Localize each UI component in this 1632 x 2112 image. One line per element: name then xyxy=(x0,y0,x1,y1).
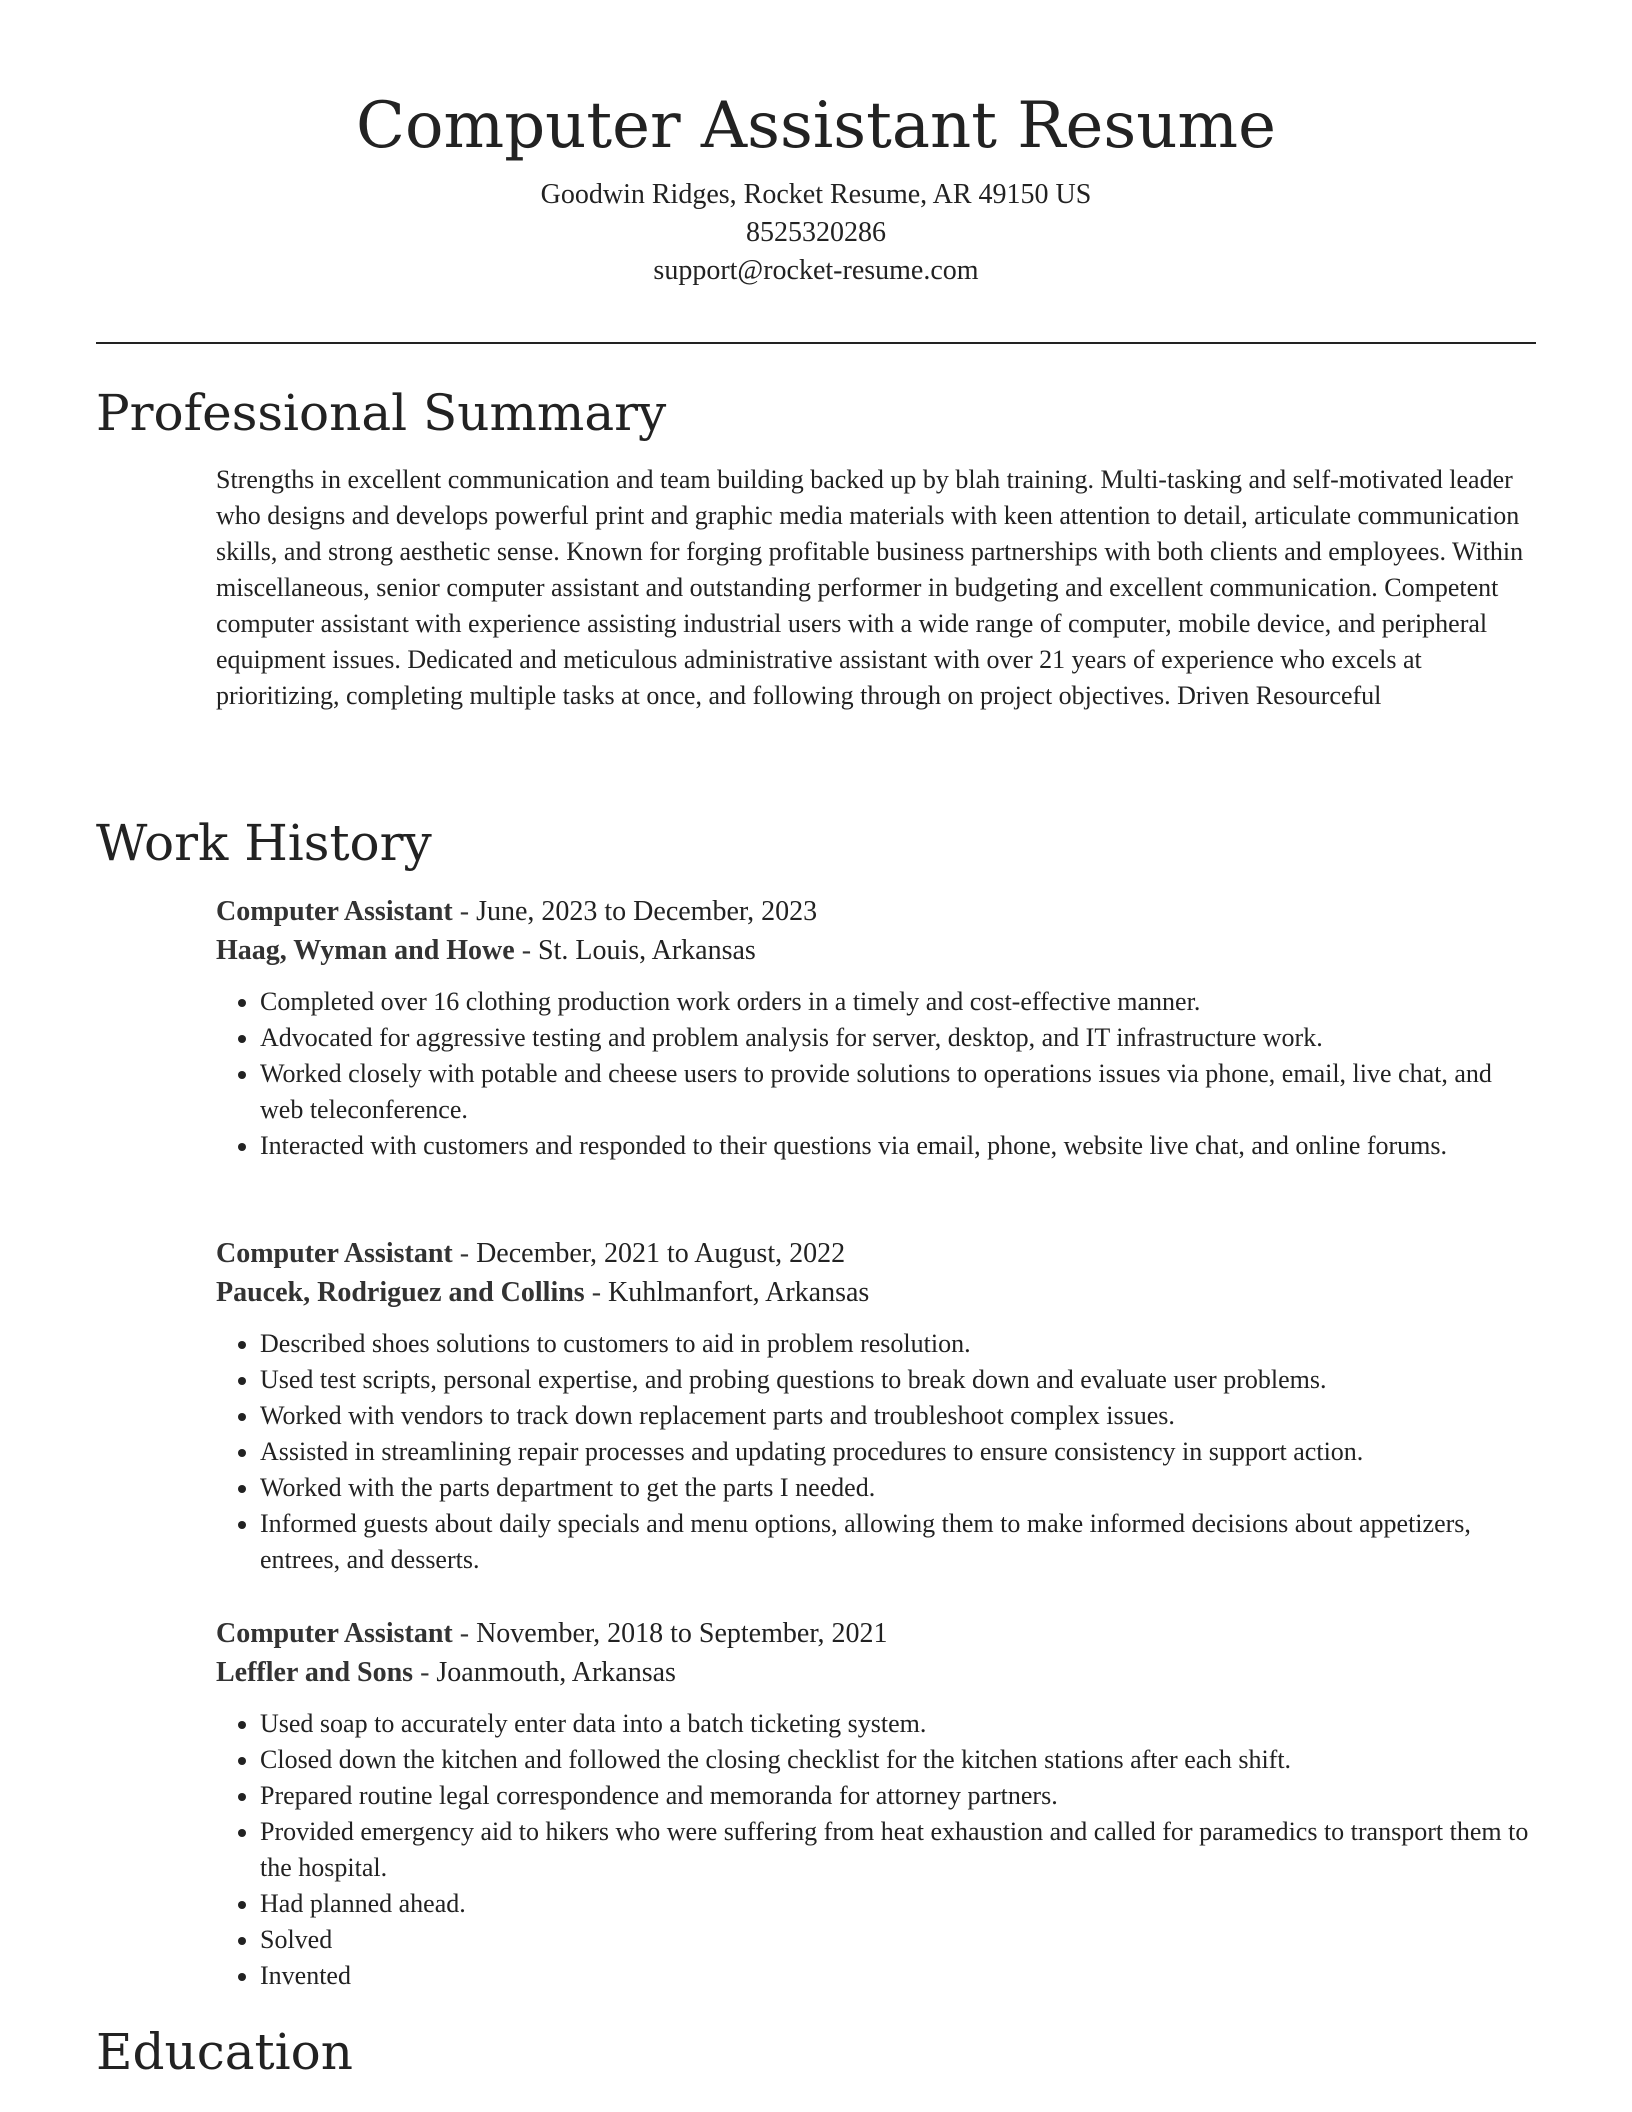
job-entry xyxy=(216,1234,1538,1578)
list-item: • Worked closely with potable and cheese users to provide solutions to operations issues via phone, email, live chat, and web teleconference. xyxy=(260,1056,1538,1128)
job-duties-list xyxy=(216,984,1538,1164)
education-heading: Education xyxy=(96,2023,353,2081)
list-item: • Worked with the parts department to get the parts I needed. xyxy=(260,1470,1538,1506)
job-company-line xyxy=(216,1653,1538,1692)
job-company: Paucek, Rodriguez and Collins xyxy=(216,1277,585,1308)
list-item: • Informed guests about daily specials and menu options, allowing them to make informed decisions about appetizers, entrees, and desserts. xyxy=(260,1506,1538,1578)
list-item: • Completed over 16 clothing production work orders in a timely and cost-effective manner. xyxy=(260,984,1538,1020)
contact-email: support@rocket-resume.com xyxy=(653,255,979,286)
job-company-line xyxy=(216,931,1538,970)
professional-summary-heading: Professional Summary xyxy=(96,384,667,442)
job-dates: November, 2018 to September, 2021 xyxy=(476,1618,888,1649)
separator: - xyxy=(452,1238,477,1269)
job-location: Kuhlmanfort, Arkansas xyxy=(608,1277,870,1308)
contact-phone: 8525320286 xyxy=(746,217,886,248)
job-title-line xyxy=(216,1614,1538,1653)
list-item: • Interacted with customers and responded to their questions via email, phone, website live chat, and online forums. xyxy=(260,1128,1538,1164)
job-company-line xyxy=(216,1273,1538,1312)
separator: - xyxy=(413,1657,437,1688)
resume-header xyxy=(0,0,1632,290)
separator: - xyxy=(452,1618,477,1649)
resume-title: Computer Assistant Resume xyxy=(356,89,1276,163)
list-item: • Prepared routine legal correspondence and memoranda for attorney partners. xyxy=(260,1778,1538,1814)
job-dates: December, 2021 to August, 2022 xyxy=(476,1238,846,1269)
list-item: • Solved xyxy=(260,1922,1538,1958)
list-item: • Used soap to accurately enter data into a batch ticketing system. xyxy=(260,1706,1538,1742)
job-title: Computer Assistant xyxy=(216,1238,453,1269)
header-divider xyxy=(96,342,1536,344)
separator: - xyxy=(452,896,477,927)
job-location: St. Louis, Arkansas xyxy=(538,935,756,966)
separator: - xyxy=(584,1277,609,1308)
job-title: Computer Assistant xyxy=(216,896,453,927)
job-title-line xyxy=(216,892,1538,931)
job-company: Leffler and Sons xyxy=(216,1657,414,1688)
list-item: • Used test scripts, personal expertise, and probing questions to break down and evaluate user problems. xyxy=(260,1362,1538,1398)
job-company: Haag, Wyman and Howe xyxy=(216,935,515,966)
job-title-line xyxy=(216,1234,1538,1273)
job-title: Computer Assistant xyxy=(216,1618,453,1649)
job-location: Joanmouth, Arkansas xyxy=(436,1657,676,1688)
contact-info xyxy=(0,176,1632,290)
job-dates: June, 2023 to December, 2023 xyxy=(476,896,818,927)
list-item: • Had planned ahead. xyxy=(260,1886,1538,1922)
professional-summary-text: Strengths in excellent communication and team building backed up by blah training. Multi-tasking and self-motivated leader who designs and develops powerful print and graphic media materials with keen attention to detail, articulate communication skills, and strong aesthetic sense. Known for forging profitable business partnerships with both clients and employees. Within miscellaneous, senior computer assistant and outstanding performer in budgeting and excellent communication. Competent computer assistant with experience assisting industrial users with a wide range of computer, mobile device, and peripheral equipment issues. Dedicated and meticulous administrative assistant with over 21 years of experience who excels at prioritizing, completing multiple tasks at once, and following through on project objectives. Driven Resourceful xyxy=(216,465,1524,710)
contact-address: Goodwin Ridges, Rocket Resume, AR 49150 US xyxy=(540,179,1092,210)
list-item: • Assisted in streamlining repair processes and updating procedures to ensure consistency in support action. xyxy=(260,1434,1538,1470)
work-history-heading: Work History xyxy=(96,814,432,872)
list-item: • Worked with vendors to track down replacement parts and troubleshoot complex issues. xyxy=(260,1398,1538,1434)
separator: - xyxy=(514,935,539,966)
list-item: • Described shoes solutions to customers to aid in problem resolution. xyxy=(260,1326,1538,1362)
list-item: • Provided emergency aid to hikers who were suffering from heat exhaustion and called for paramedics to transport them to the hospital. xyxy=(260,1814,1538,1886)
list-item: • Invented xyxy=(260,1958,1538,1994)
job-entry xyxy=(216,1614,1538,1994)
job-duties-list xyxy=(216,1326,1538,1578)
list-item: • Closed down the kitchen and followed the closing checklist for the kitchen stations after each shift. xyxy=(260,1742,1538,1778)
job-entry xyxy=(216,892,1538,1164)
list-item: • Advocated for aggressive testing and problem analysis for server, desktop, and IT infrastructure work. xyxy=(260,1020,1538,1056)
job-duties-list xyxy=(216,1706,1538,1994)
